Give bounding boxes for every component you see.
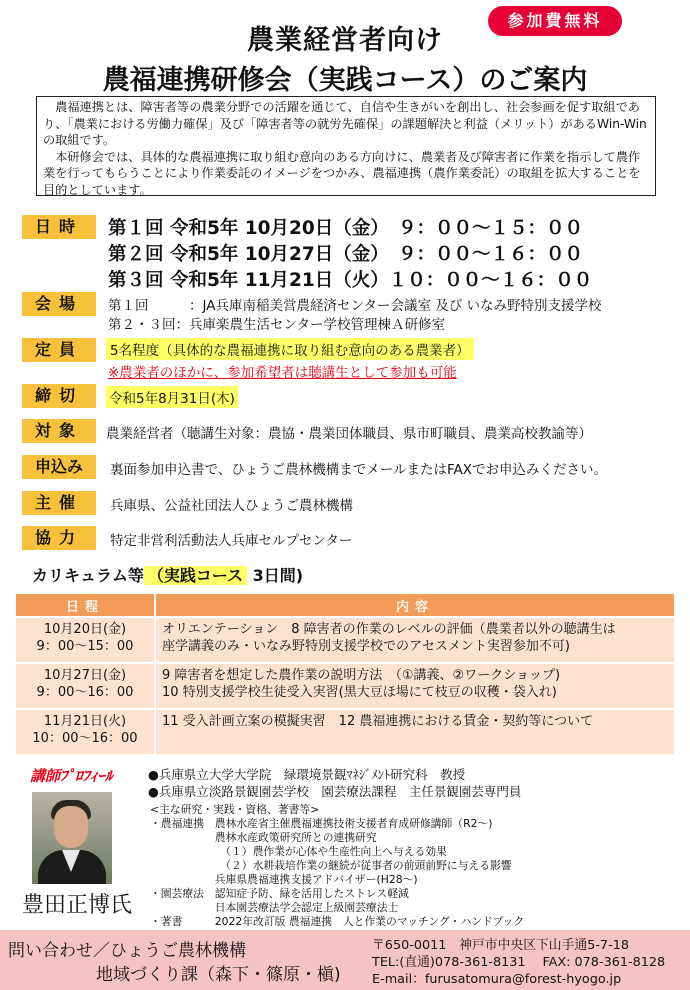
column-header-content: 内容 (155, 593, 675, 617)
contact-organization: 問い合わせ／ひょうご農林機構 (8, 941, 246, 961)
venue-line-2: 第２・３回：兵庫楽農生活センター学校管理棟Ａ研修室 (108, 317, 445, 333)
contact-address: 〒650-0011 神戸市中央区下山手通5-7-18 (372, 938, 629, 953)
session-1-datetime: 第１回 令和5年 10月20日（金） ９：００～１５：００ (108, 218, 583, 239)
free-admission-badge: 参加費無料 (488, 6, 622, 36)
cooperation-value: 特定非営利活動法人兵庫セルプセンター (110, 533, 353, 549)
title-line-1: 農業経営者向け (247, 25, 443, 56)
row-content-cell (155, 709, 675, 755)
row-content-line: オリエンテーション 8 障害者の作業のレベルの評価（農業者以外の聴講生は (162, 622, 616, 637)
venue-label: 会場 (22, 292, 96, 316)
application-value: 裏面参加申込書で、ひょうご農林機構までメールまたはFAXでお申込みください。 (110, 462, 607, 478)
target-value: 農業経営者（聴講生対象：農協・農業団体職員、県市町職員、農業高校教諭等） (106, 426, 592, 442)
table-row (15, 709, 675, 755)
row-content-cell (155, 663, 675, 709)
row-date: 10月27日(金) (43, 668, 127, 683)
affiliation-2: ●兵庫県立淡路景観園芸学校 園芸療法課程 主任景観園芸専門員 (148, 784, 522, 799)
curriculum-title (32, 563, 303, 586)
research-line: ・園芸療法 認知症予防、緑を活用したストレス軽減 (150, 887, 409, 900)
research-line: ・農福連携 農林水産省主催農福連携技術支援者育成研修講師（R2～) (150, 817, 493, 830)
capacity-value: 5名程度（具体的な農福連携に取り組む意向のある農業者） (106, 338, 474, 360)
organizer-label: 主催 (22, 491, 96, 515)
curriculum-title-prefix: カリキュラム等 (32, 566, 144, 585)
affiliation-1: ●兵庫県立大学大学院 緑環境景観ﾏﾈｼﾞﾒﾝﾄ研究科 教授 (148, 767, 466, 782)
cooperation-label: 協力 (22, 526, 96, 550)
row-date-cell (15, 709, 155, 755)
intro-paragraph-1: 農福連携とは、障害者等の農業分野での活躍を通じて、自信や生きがいを創出し、社会参画を促す取組であり、「農業における労働力確保」及び「障害者等の就労先確保」の課題解決と利益（メリット）があるWin-Winの取組です。 (43, 100, 647, 148)
deadline-label: 締切 (22, 384, 96, 408)
intro-paragraph-2: 本研修会では、具体的な農福連携に取り組む意向のある方向けに、農業者及び障害者に作業を指示して農作業を行ってもらうことにより作業委託のイメージをつかみ、農福連携（農作業委託）の取組を拡大することを目的としています。 (43, 149, 641, 197)
row-date: 11月21日(火) (43, 714, 127, 729)
research-line: 兵庫県農福連携支援アドバイザー(H28～) (150, 873, 418, 886)
intro-box (36, 96, 656, 196)
table-header-row (15, 593, 675, 617)
column-header-date: 日程 (15, 593, 155, 617)
capacity-note: ※農業者のほかに、参加希望者は聴講生として参加も可能 (108, 365, 457, 381)
organizer-value: 兵庫県、公益社団法人ひょうご農林機構 (110, 498, 353, 514)
target-label: 対象 (22, 419, 96, 443)
research-line: （２）水耕栽培作業の継続が従事者の前頭前野に与える影響 (150, 859, 512, 872)
venue-line-1: 第１回 ：JA兵庫南稲美営農経済センター会議室 及び いなみ野特別支援学校 (108, 298, 602, 314)
curriculum-title-suffix: 3日間) (252, 566, 304, 585)
deadline-value: 令和5年8月31日(木) (106, 386, 238, 408)
row-date: 10月20日(金) (43, 622, 127, 637)
contact-tel-fax: TEL:(直通)078-361-8131 FAX: 078-361-8128 (372, 955, 666, 970)
photo-face (54, 806, 88, 848)
table-row (15, 617, 675, 663)
row-content-line: 座学講義のみ・いなみ野特別支援学校でのアセスメント実習参加不可) (162, 639, 570, 654)
capacity-label: 定員 (22, 338, 96, 362)
research-line: <主な研究・実践・資格、著書等> (150, 803, 320, 816)
application-label: 申込み (22, 455, 96, 479)
row-time: 9：00～15：00 (36, 639, 134, 654)
row-content-line: 10 特別支援学校生徒受入実習(黒大豆ほ場にて枝豆の収穫・袋入れ) (162, 685, 557, 700)
row-date-cell (15, 663, 155, 709)
research-line: 農林水産政策研究所との連携研究 (150, 831, 377, 844)
datetime-label: 日時 (22, 215, 96, 239)
curriculum-table (14, 592, 676, 756)
title-line-2: 農福連携研修会（実践コース）のご案内 (102, 65, 588, 96)
row-time: 9：00～16：00 (36, 685, 134, 700)
row-content-line: 9 障害者を想定した農作業の説明方法 （①講義、②ワークショップ) (162, 668, 561, 683)
lecturer-photo (32, 792, 112, 884)
row-time: 10：00～16：00 (32, 731, 138, 746)
research-line: 日本園芸療法学会認定上級園芸療法士 (150, 901, 399, 914)
contact-department: 地域づくり課（森下・篠原・槇) (96, 965, 341, 985)
table-row (15, 663, 675, 709)
lecturer-name: 豊田正博氏 (22, 893, 133, 918)
lecturer-profile-label: 講師ﾌﾟﾛﾌｨｰﾙ (30, 767, 113, 785)
row-content-line: 11 受入計画立案の模擬実習 12 農福連携における賃金・契約等について (162, 714, 594, 729)
research-line: （１）農作業が心体や生産性向上へ与える効果 (150, 845, 447, 858)
session-2-datetime: 第２回 令和5年 10月27日（金） ９：００～１６：００ (108, 244, 583, 265)
contact-email: E-mail：furusatomura@forest-hyogo.jp (372, 972, 622, 987)
session-3-datetime: 第３回 令和5年 11月21日（火）１０：００～１６：００ (108, 270, 593, 291)
curriculum-title-course: （実践コース (144, 566, 247, 585)
research-line: ・著書 2022年改訂版 農福連携 人と作業のマッチング・ハンドブック (150, 915, 525, 928)
row-date-cell (15, 617, 155, 663)
row-content-cell (155, 617, 675, 663)
